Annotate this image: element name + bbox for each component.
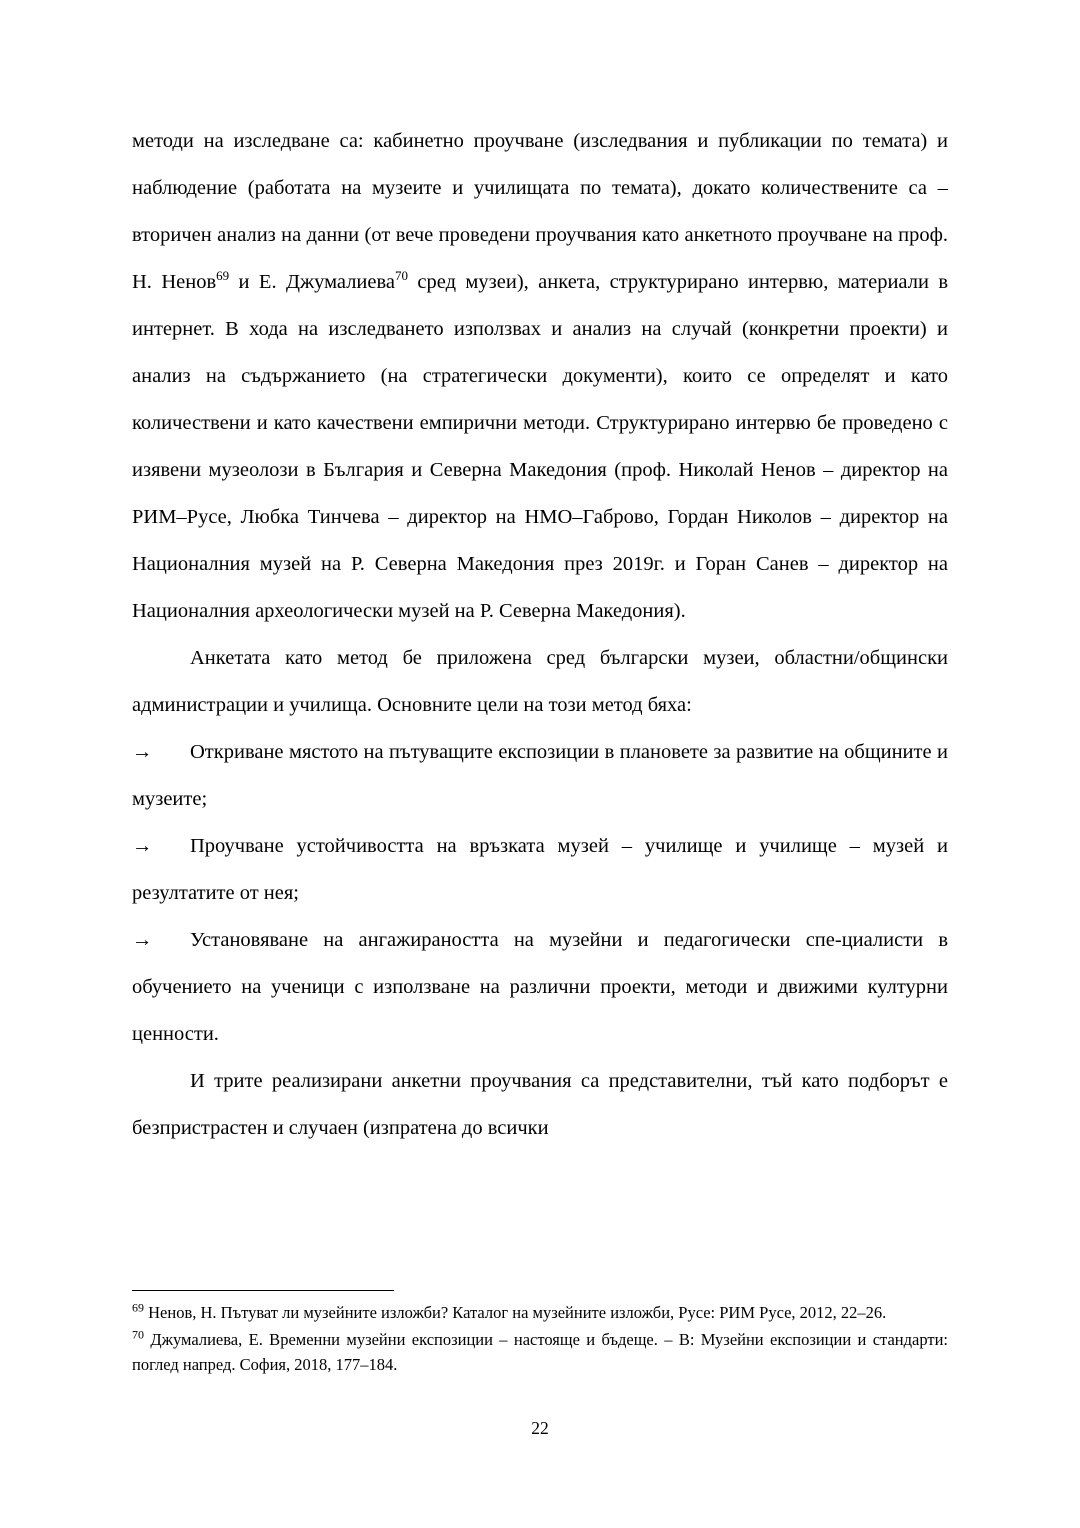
arrow-icon: → — [132, 929, 153, 951]
paragraph-text-part-2: и Е. Джумалиева — [229, 271, 396, 293]
footnote-70-text: Джумалиева, Е. Временни музейни експозиции – настояще и бъдеще. – В: Музейни експозиции и стандарти: поглед напред. София, 2018, 177–184. — [132, 1330, 948, 1374]
footnote-69 — [132, 1300, 948, 1325]
footnote-number-70: 70 — [132, 1327, 144, 1342]
bullet-item-2 — [132, 823, 948, 917]
arrow-icon: → — [132, 835, 153, 857]
paragraph-methods — [132, 118, 948, 635]
arrow-icon: → — [132, 741, 153, 763]
document-body — [132, 118, 948, 1152]
paragraph-text-part-1: методи на изследване са: кабинетно проучване (изследвания и публикации по темата) и наблюдение (работата на музеите и училищата по темата), докато количествените са – вторичен анализ на данни (от вече проведени проучвания като анкетното проучване на проф. Н. Ненов — [132, 130, 948, 293]
page-number: 22 — [531, 1418, 549, 1438]
bullet-item-3 — [132, 917, 948, 1058]
bullet-item-1-text: Откриване мястото на пътуващите експозиции в плановете за развитие на общините и музеите; — [132, 741, 948, 810]
paragraph-text-part-3: сред музеи), анкета, структурирано интервю, материали в интернет. В хода на изследването използвах и анализ на случай (конкретни проекти) и анализ на съдържанието (на стратегически документи), които се определят и като количествени и като качествени емпирични методи. Структурирано интервю бе проведено с изявени музеолози в България и Северна Македония (проф. Николай Ненов – директор на РИМ–Русе, Любка Тинчева – директор на НМО–Габрово, Гордан Николов – директор на Националния музей на Р. Северна Македония през 2019г. и Горан Санев – директор на Националния археологически музей на Р. Северна Македония). — [132, 271, 948, 622]
footnote-70 — [132, 1327, 948, 1377]
footnote-number-69: 69 — [132, 1300, 144, 1315]
bullet-item-1 — [132, 729, 948, 823]
footnote-separator — [132, 1290, 394, 1291]
footnote-ref-69[interactable]: 69 — [216, 268, 230, 284]
bullet-item-2-text: Проучване устойчивостта на връзката музей – училище и училище – музей и резултатите от нея; — [132, 835, 948, 904]
paragraph-representativeness: И трите реализирани анкетни проучвания са представителни, тъй като подборът е безпристрастен и случаен (изпратена до всички — [132, 1070, 948, 1139]
bullet-item-3-text: Установяване на ангажираността на музейни и педагогически спе-циалисти в обучението на ученици с използване на различни проекти, методи и движими културни ценности. — [132, 929, 948, 1045]
footnote-area — [132, 1290, 948, 1379]
footnote-ref-70[interactable]: 70 — [395, 268, 409, 284]
paragraph-survey-method: Анкетата като метод бе приложена сред български музеи, областни/общински администрации и училища. Основните цели на този метод бяха: — [132, 647, 948, 716]
footnote-69-text: Ненов, Н. Пътуват ли музейните изложби? Каталог на музейните изложби, Русе: РИМ Русе, 2012, 22–26. — [144, 1303, 887, 1322]
